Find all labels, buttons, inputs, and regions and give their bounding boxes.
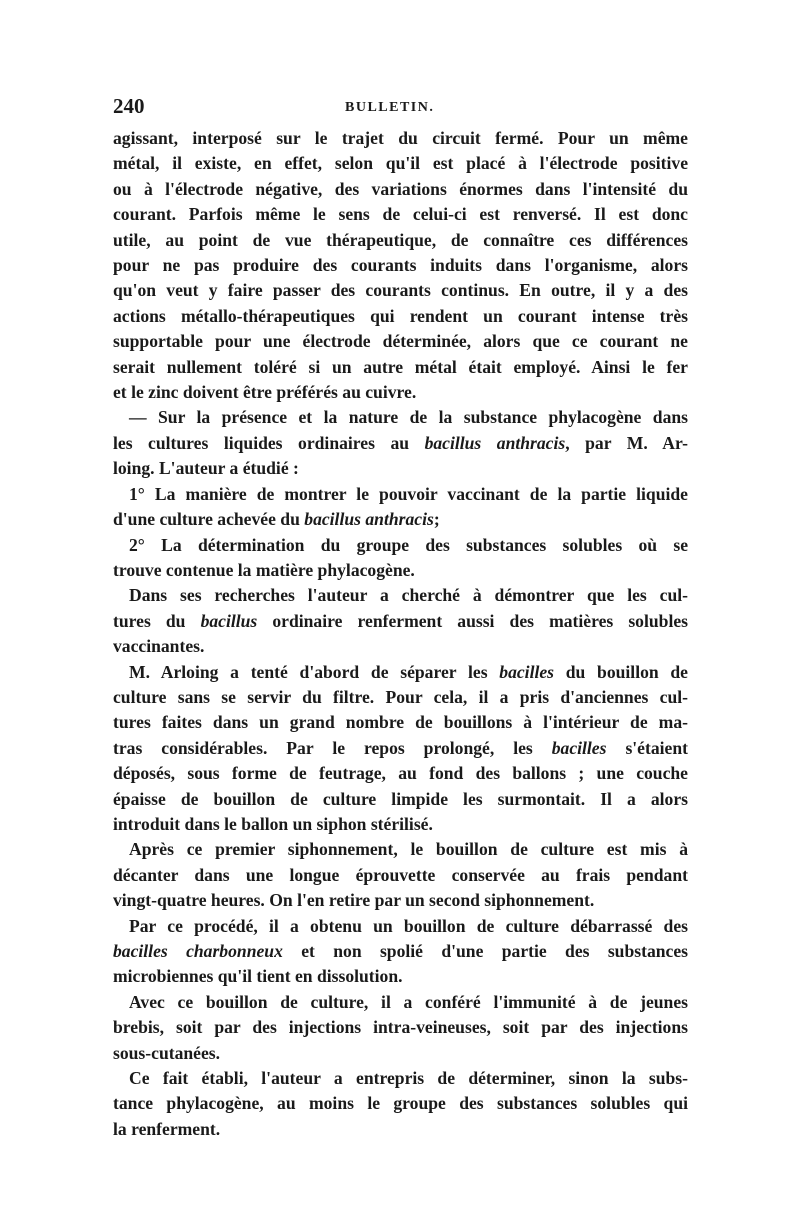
paragraph xyxy=(113,990,688,1066)
paragraph xyxy=(113,405,688,481)
paragraph xyxy=(113,837,688,913)
text-line: épaisse de bouillon de culture limpide les surmontait. Il a alors xyxy=(113,788,688,809)
text-line: Après ce premier siphonnement, le bouillon de culture est mis à xyxy=(129,839,688,860)
text-line: M. Arloing a tenté d'abord de séparer les bacilles du bouillon de xyxy=(129,661,688,682)
text-line: qu'on veut y faire passer des courants continus. En outre, il y a des xyxy=(113,280,688,301)
text-line: tures faites dans un grand nombre de bouillons à l'intérieur de ma- xyxy=(113,712,688,733)
text-line: agissant, interposé sur le trajet du circuit fermé. Pour un même xyxy=(113,128,688,148)
text-line: les cultures liquides ordinaires au bacillus anthracis, par M. Ar- xyxy=(113,432,689,453)
text-line: Par ce procédé, il a obtenu un bouillon de culture débarrassé des xyxy=(129,915,688,936)
page-header xyxy=(113,94,688,124)
text-line: tures du bacillus ordinaire renferment aussi des matières solubles xyxy=(113,610,688,631)
text-line: et le zinc doivent être préférés au cuivre. xyxy=(113,382,417,403)
text-line: pour ne pas produire des courants induits dans l'organisme, alors xyxy=(113,255,688,276)
text-line: Dans ses recherches l'auteur a cherché à démontrer que les cul- xyxy=(129,585,688,606)
paragraph xyxy=(113,482,688,533)
text-line: loing. L'auteur a étudié : xyxy=(113,458,299,479)
text-line: Ce fait établi, l'auteur a entrepris de déterminer, sinon la subs- xyxy=(129,1068,688,1089)
text-line: bacilles charbonneux et non spolié d'une partie des substances xyxy=(113,941,688,961)
text-line: serait nullement toléré si un autre métal était employé. Ainsi le fer xyxy=(113,356,688,377)
text-line: 2° La détermination du groupe des substances solubles où se xyxy=(129,534,688,555)
text-line: la renferment. xyxy=(113,1118,221,1139)
text-line: actions métallo-thérapeutiques qui rendent un courant intense très xyxy=(113,305,688,326)
text-line: courant. Parfois même le sens de celui-ci est renversé. Il est donc xyxy=(113,204,688,225)
text-line: microbiennes qu'il tient en dissolution. xyxy=(113,966,403,987)
paragraph xyxy=(113,533,688,584)
page-number: 240 xyxy=(113,94,145,118)
body-text xyxy=(113,126,688,1142)
text-line: utile, au point de vue thérapeutique, de connaître ces différences xyxy=(113,229,688,250)
text-line: introduit dans le ballon un siphon stérilisé. xyxy=(113,813,433,834)
text-line: d'une culture achevée du bacillus anthracis; xyxy=(113,509,440,530)
text-line: vingt-quatre heures. On l'en retire par un second siphonnement. xyxy=(113,890,595,911)
running-head: BULLETIN. xyxy=(345,100,435,115)
text-line: ou à l'électrode négative, des variations énormes dans l'intensité du xyxy=(113,178,688,199)
text-line: trouve contenue la matière phylacogène. xyxy=(113,559,415,580)
paragraph xyxy=(113,914,688,990)
text-line: vaccinantes. xyxy=(113,636,205,657)
paragraph xyxy=(113,583,688,659)
paragraph xyxy=(113,660,688,838)
paragraph xyxy=(113,1066,688,1142)
text-line: brebis, soit par des injections intra-veineuses, soit par des injections xyxy=(113,1017,688,1038)
text-line: déposés, sous forme de feutrage, au fond des ballons ; une couche xyxy=(113,763,688,784)
text-line: tras considérables. Par le repos prolongé, les bacilles s'étaient xyxy=(113,737,688,758)
paragraph xyxy=(113,126,688,405)
text-line: supportable pour une électrode déterminée, alors que ce courant ne xyxy=(113,331,688,352)
text-line: — Sur la présence et la nature de la substance phylacogène dans xyxy=(129,407,688,428)
text-line: 1° La manière de montrer le pouvoir vaccinant de la partie liquide xyxy=(129,483,688,504)
text-line: décanter dans une longue éprouvette conservée au frais pendant xyxy=(113,864,688,885)
text-line: sous-cutanées. xyxy=(113,1042,221,1063)
text-line: Avec ce bouillon de culture, il a conféré l'immunité à de jeunes xyxy=(129,991,688,1012)
text-line: métal, il existe, en effet, selon qu'il est placé à l'électrode positive xyxy=(113,153,688,174)
text-line: tance phylacogène, au moins le groupe des substances solubles qui xyxy=(113,1093,688,1114)
text-line: culture sans se servir du filtre. Pour cela, il a pris d'anciennes cul- xyxy=(113,686,688,707)
